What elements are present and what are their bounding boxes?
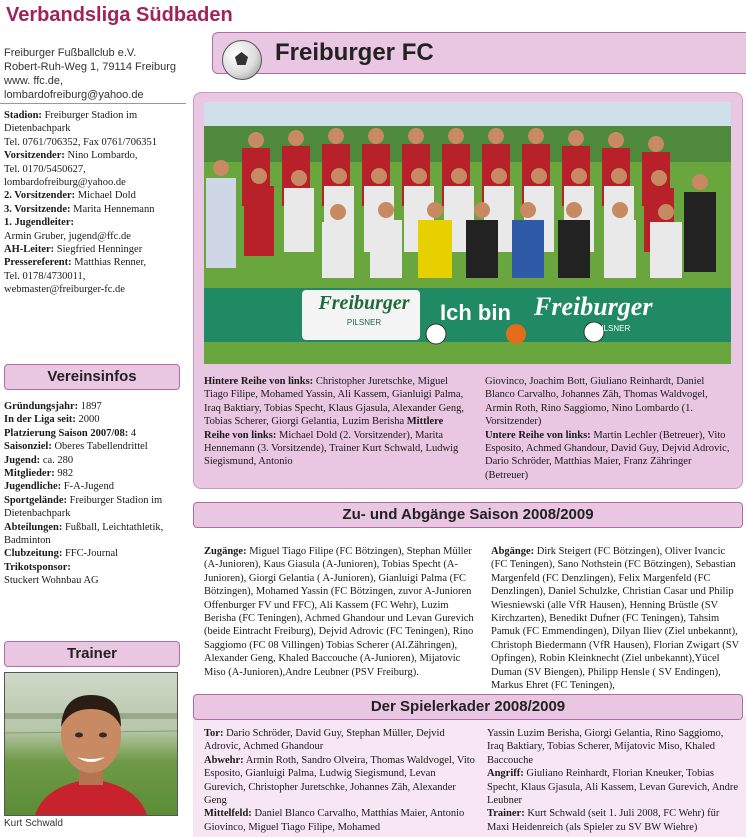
kader-midfield-list: Daniel Blanco Carvalho, Matthias Maier, Antonio Giovinco, Miguel Tiago Filipe, Mohamed: [204, 808, 465, 833]
middle-row-names-b: Giovinco, Joachim Bott, Giuliano Reinhardt, Daniel Blanco Carvalho, Johannes Zäh, Thomas Waldvogel, Armin Roth, Rino Saggiomo, Nino Lombardo (1. Vorsitzender): [485, 376, 708, 428]
kader-midfield-continued: Yassin Luzim Berisha, Giorgi Gelantia, Rino Saggiomo, Iraq Baktiary, Tobias Scherer, Mijatovic Miso, Khaled Baccouche: [487, 728, 724, 766]
chairman-label: Vorsitzender:: [4, 150, 65, 162]
league-title: Verbandsliga Südbaden: [6, 4, 233, 26]
press-phone: Tel. 0178/4730011,: [4, 270, 86, 282]
front-row-label: Untere Reihe von links:: [485, 429, 591, 441]
kader-left: [204, 727, 476, 834]
kader-coach-text: Kurt Schwald (seit 1. Juli 2008, FC Wehr) für Maxi Heidenreich (als Spieler zu SV BW Wiehre): [487, 808, 720, 833]
third-chair-name: Marita Hennemann: [73, 203, 155, 215]
vereinsinfos-list: [4, 400, 186, 588]
club-name: Freiburger FC: [275, 39, 434, 66]
club-address: [4, 46, 186, 102]
transfers-out-list: Dirk Steigert (FC Bötzingen), Oliver Ivancic (FC Teningen), Sano Nothstein (FC Bötzingen), Sebastian Margenfeld (FC Denzlingen), Felix Margenfeld (FC Denzlingen), Daniel Schulzke, Christian Casar und Philip Wiesniewski (alle VfR Hausen), Henning Brüstle (SV Kirchzarten), Benedikt Dufner (FC Teningen), Tahsim Pamuk (FC Emmendingen), Dilyan Iliev (Ziel unbekannt), Christoph Biedermann (VfR Hausen), Florian Zwigart (SV Opfingen), Robin Kleinknecht (Ziel unbekannt),Yücel Duman (SV Biengen), Philipp Hensle ( SV Endingen), Markus Ehret (FC Teningen),: [491, 546, 739, 692]
chairman-phone: Tel. 0170/5450627,: [4, 163, 86, 175]
kader-defense-list: Armin Roth, Sandro Olveira, Thomas Waldvogel, Vito Esposito, Gianluigi Palma, Ludwig Siegismund, Levan Gurevich, Christopher Juretschke, Johannes Zäh, Alexander Geng: [204, 754, 475, 807]
chairman-email[interactable]: lombardofreiburg@yahoo.de: [4, 177, 126, 189]
middle-row-label: Mittlere Reihe von links:: [204, 416, 444, 441]
kader-right: [487, 727, 739, 834]
youth-leader-value: Armin Gruber, jugend@ffc.de: [4, 230, 131, 242]
address-line: Robert-Ruh-Weg 1, 79114 Freiburg: [4, 61, 177, 73]
ah-leader-label: AH-Leiter:: [4, 244, 55, 256]
info-row: Mitglieder: 982: [4, 468, 74, 480]
third-chair-label: 3. Vorsitzende:: [4, 203, 71, 215]
back-row-label: Hintere Reihe von links:: [204, 376, 314, 387]
football-icon: [222, 40, 262, 80]
info-row: Gründungsjahr: 1897: [4, 401, 102, 412]
info-row: Jugend: ca. 280: [4, 454, 74, 466]
club-phone: Tel. 0761/706352, Fax 0761/706351: [4, 136, 157, 148]
trainer-portrait-illustration: [5, 673, 177, 815]
address-website[interactable]: www. ffc.de,: [4, 75, 64, 87]
sponsor-logo-left-sub: PILSNER: [346, 318, 382, 327]
transfers-out: [491, 545, 741, 692]
info-row: Sportgelände: Freiburger Stadion im Dietenbachpark: [4, 494, 163, 520]
kader-defense-label: Abwehr:: [204, 754, 244, 766]
trainer-header: Trainer: [4, 641, 180, 667]
team-photo: [204, 102, 731, 364]
transfers-in-label: Zugänge:: [204, 546, 247, 557]
vice-chairman-name: Michael Dold: [77, 190, 136, 202]
info-row: Saisonziel: Oberes Tabellendrittel: [4, 441, 148, 453]
stadion-value: Freiburger Stadion im Dietenbachpark: [4, 110, 138, 135]
sponsor-logo-left: Freiburger: [318, 292, 410, 314]
info-row: Platzierung Saison 2007/08: 4: [4, 427, 137, 439]
ah-leader-name: Siegfried Henninger: [56, 244, 143, 256]
press-label: Pressereferent:: [4, 257, 72, 269]
sponsor-slogan-prefix: Ich bin: [440, 300, 511, 325]
kader-header: Der Spielerkader 2008/2009: [193, 694, 743, 720]
sponsor-slogan-brand: Freiburger: [534, 292, 653, 321]
back-row-names: Christopher Juretschke, Miguel Tiago Filipe, Mohamed Yassin, Ali Kassem, Gianluigi Palma, Iraq Baktiary, Tobias Specht, Klaus Gjasula, Alexander Geng, Tobias Scherer, Giorgi Gelantia, Luzim Berisha: [204, 376, 464, 428]
info-row: Jugendliche: F-A-Jugend: [4, 481, 114, 493]
trainer-photo: [4, 672, 178, 816]
league-header: [0, 0, 330, 30]
address-line: Freiburger Fußballclub e.V.: [4, 47, 137, 59]
middle-row-names-a: Michael Dold (2. Vorsitzender), Marita Hennemann (3. Vorsitzende), Trainer Kurt Schwald, Ludwig Siegismund, Antonio: [204, 429, 459, 468]
info-row: Stuckert Wohnbau AG: [4, 575, 99, 587]
kader-goal-list: Dario Schröder, David Guy, Stephan Müller, Dejvid Adrovic, Achmed Ghandour: [204, 728, 445, 753]
photo-caption-left: [204, 375, 466, 469]
info-row: Clubzeitung: FFC-Journal: [4, 548, 119, 560]
info-row: Trikotsponsor:: [4, 561, 71, 573]
kader-goal-label: Tor:: [204, 728, 224, 739]
transfers-header: Zu- und Abgänge Saison 2008/2009: [193, 502, 743, 528]
vereinsinfos-header: Vereinsinfos: [4, 364, 180, 390]
info-row: Abteilungen: Fußball, Leichtathletik, Badminton: [4, 521, 164, 547]
kader-midfield-label: Mittelfeld:: [204, 808, 252, 820]
transfers-out-label: Abgänge:: [491, 546, 535, 557]
stadion-label: Stadion:: [4, 110, 42, 121]
contacts-block: [4, 109, 186, 297]
vice-chairman-label: 2. Vorsitzender:: [4, 190, 76, 202]
info-row: In der Liga seit: 2000: [4, 414, 100, 426]
chairman-name: Nino Lombardo,: [67, 150, 138, 162]
transfers-in: [204, 545, 476, 679]
transfers-in-list: Miguel Tiago Filipe (FC Bötzingen), Stephan Müller (A-Junioren), Kaus Giasula (A-Junioren), Tobias Specht (A-Junioren), Giorgi Gelantia ( A-Junioren), Gianluigi Palma (FC Bötzingen), Mohamed Yassin (FC Bötzingen, zuvor A-Junioren Offenburger FV und FFC), Ali Kassem (FC Wehr), Luzim Berisha (FC Teningen), Achmed Ghandour und Levan Gurevich (beide Eintracht Freiburg), Dejvid Adrovic (FC Teningen), Rino Saggiomo (FC 08 Villingen) Tobias Scherer (Al.Zähringen), Alexander Geng, Khaled Baccouche (A-Junioren), Mijatovic Miso (A-Junioren),Andre Leubner (PSV Freiburg).: [204, 546, 474, 678]
photo-caption-right: [485, 375, 735, 482]
divider: [0, 103, 186, 104]
kader-attack-list: Giuliano Reinhardt, Florian Kneuker, Tobias Specht, Klaus Gjasula, Ali Kassem, Levan Gurevich, Andre Leubner: [487, 768, 739, 807]
front-row-names: Martin Lechler (Betreuer), Vito Esposito, Achmed Ghandour, David Guy, Dejvid Adrovic, Dario Schröder, Matthias Maier, Franz Zähringer (Betreuer): [485, 429, 730, 481]
press-name: Matthias Renner,: [74, 257, 147, 269]
trainer-caption: Kurt Schwald: [4, 818, 63, 829]
kader-coach-label: Trainer:: [487, 808, 525, 820]
kader-attack-label: Angriff:: [487, 768, 524, 780]
youth-leader-label: 1. Jugendleiter:: [4, 217, 74, 229]
club-banner: [212, 32, 746, 74]
address-email[interactable]: lombardofreiburg@yahoo.de: [4, 89, 144, 101]
sponsor-slogan-sub: PILSNER: [596, 324, 631, 333]
press-email[interactable]: webmaster@freiburger-fc.de: [4, 284, 125, 296]
